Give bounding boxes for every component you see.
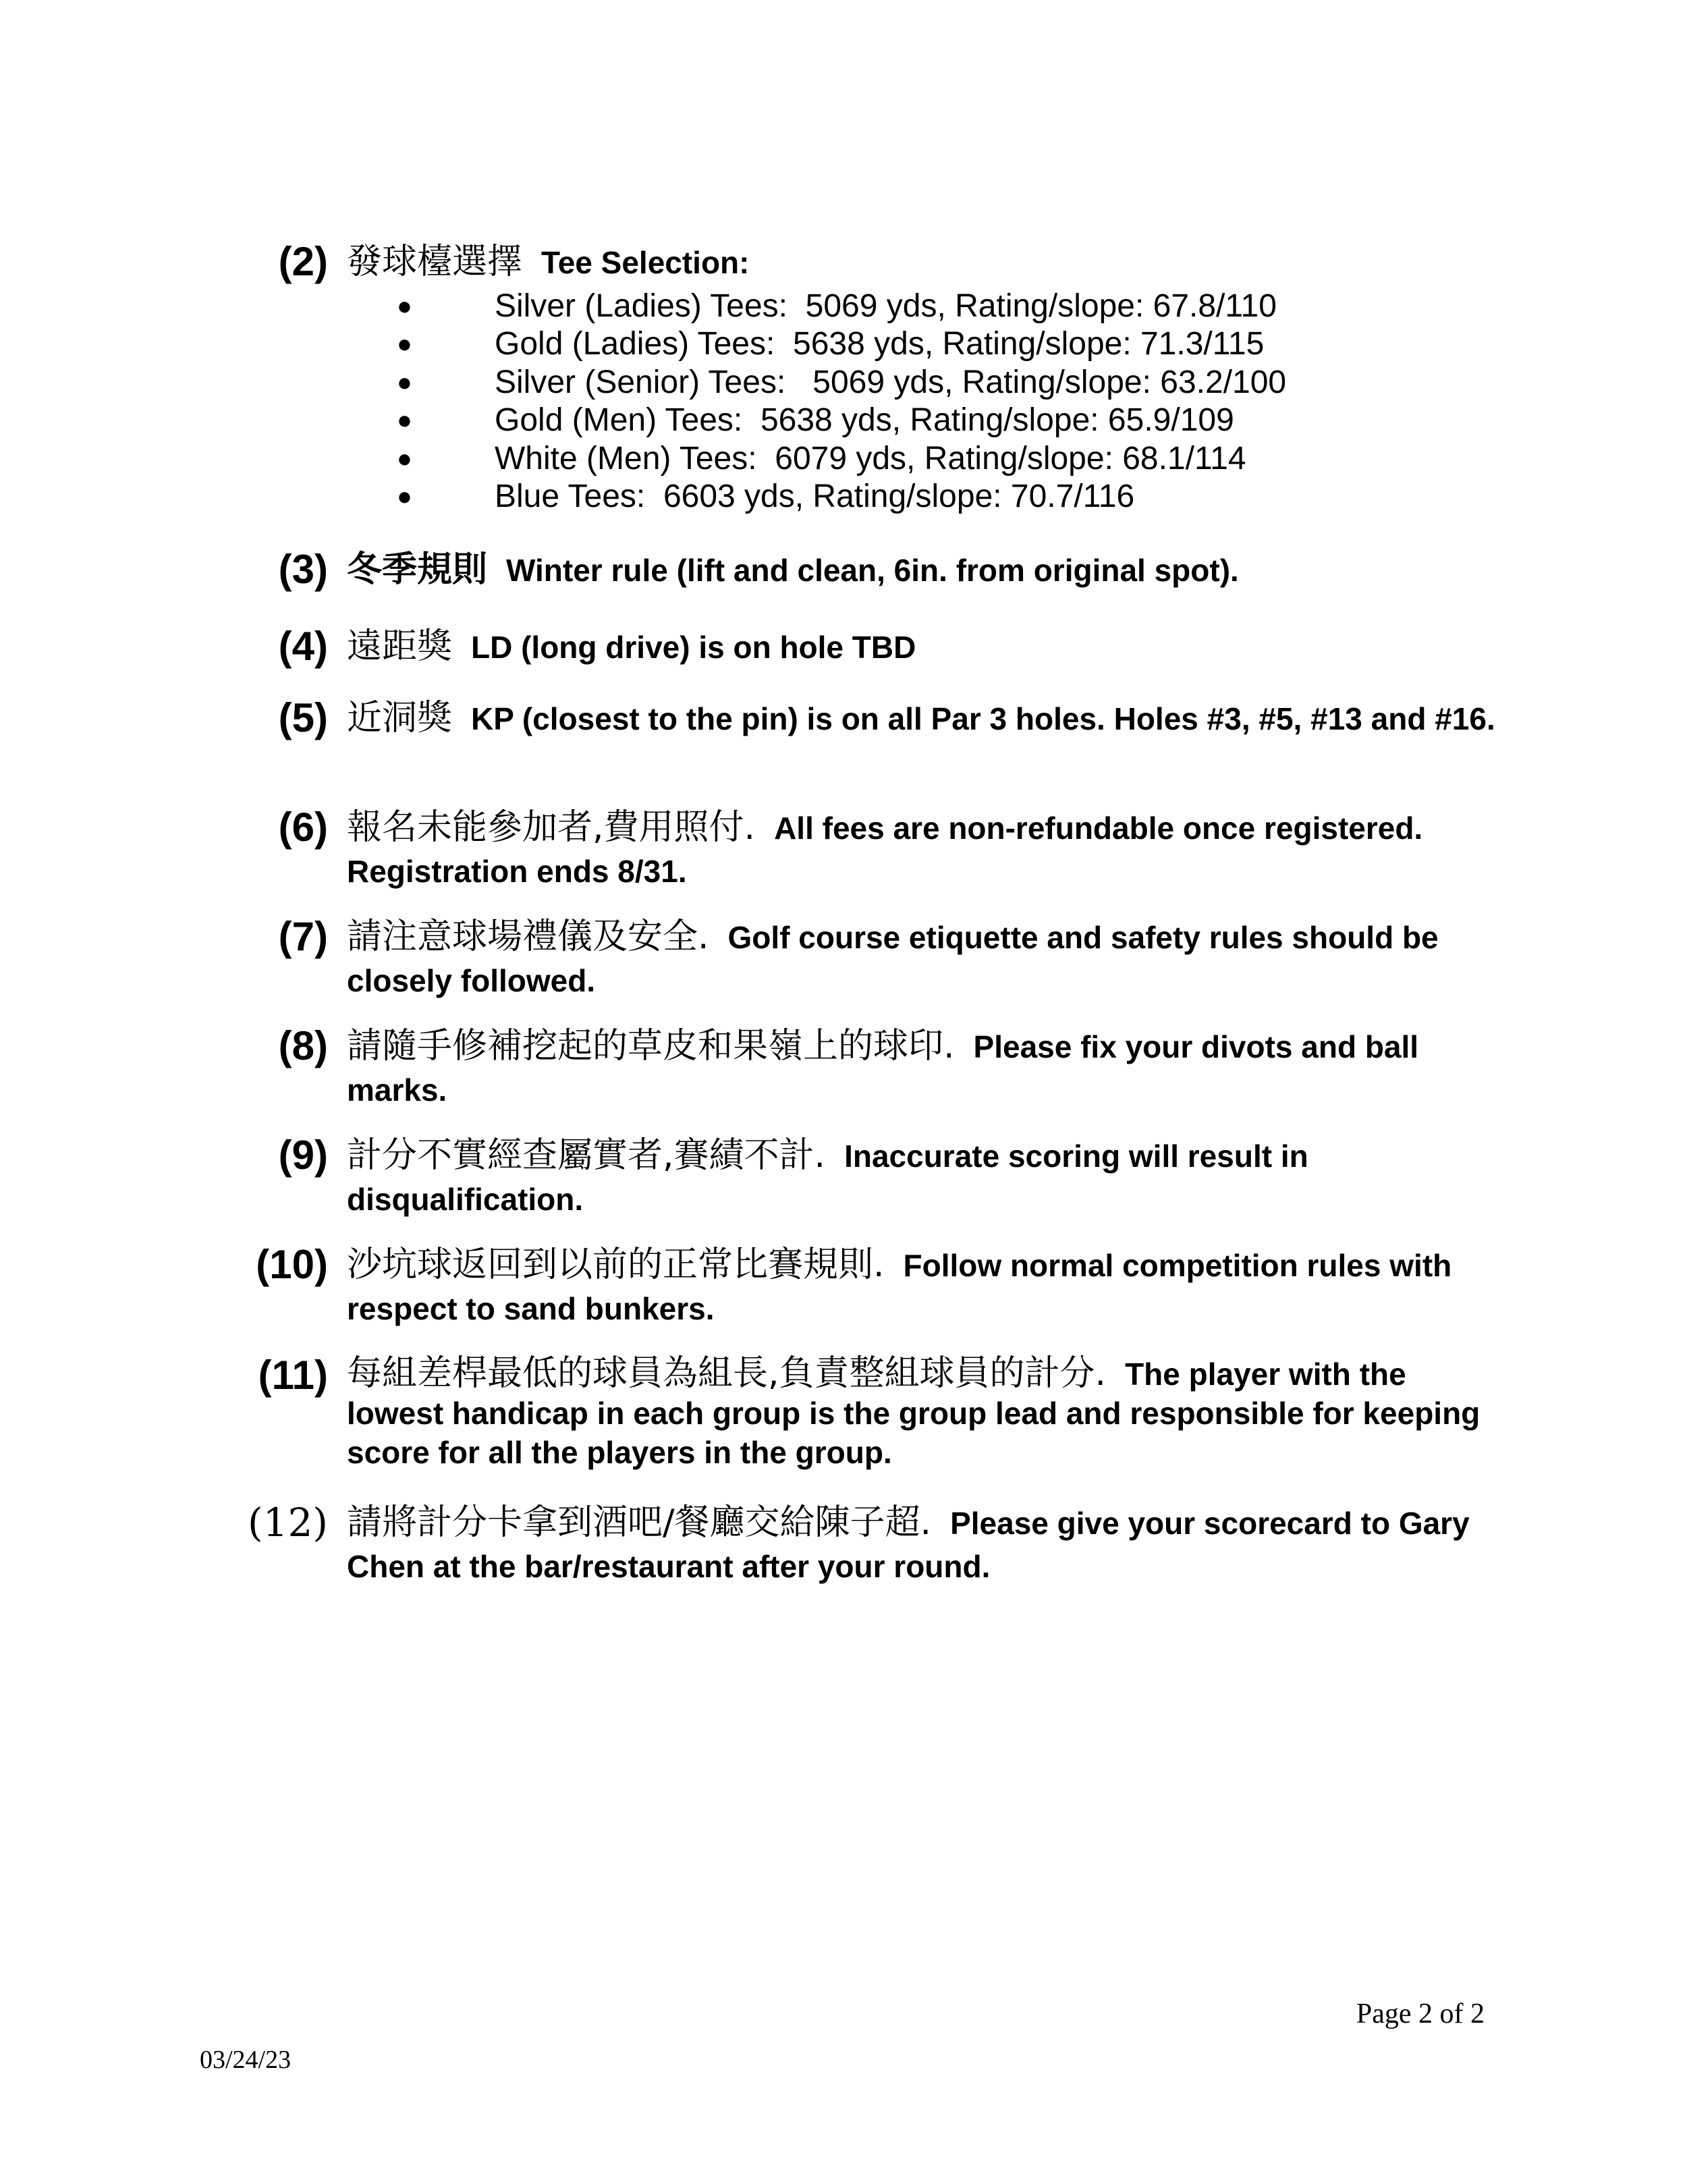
rule-number: (5) [278, 695, 328, 740]
rule-chinese-text: 近洞獎 [347, 698, 453, 738]
rule-english-text: Inaccurate scoring will result in disqualification. [347, 1139, 1308, 1217]
rule-number: (8) [278, 1023, 328, 1068]
rule-text [347, 1501, 1501, 1588]
rule-number: (7) [278, 914, 328, 959]
bullet-icon: ● [397, 330, 412, 359]
rule-english-text: KP (closest to the pin) is on all Par 3 holes. Holes #3, #5, #13 and #16. [471, 701, 1495, 736]
rule-text [347, 1025, 1501, 1112]
rule-english-text: The player with the lowest handicap in each group is the group lead and responsible for keeping score for all the players in the group. [347, 1357, 1481, 1470]
rule-chinese-text: 計分不實經查屬實者,賽績不計. [347, 1135, 826, 1176]
rule-english-text: Golf course etiquette and safety rules should be closely followed. [347, 920, 1439, 998]
rule-number: (11) [258, 1353, 328, 1398]
rule-number: (12) [247, 1500, 328, 1546]
rule-text [347, 915, 1501, 1002]
rule-number: (9) [278, 1132, 328, 1178]
rule-number: (6) [278, 804, 328, 850]
rule-text [347, 806, 1501, 893]
list-item [0, 325, 1687, 363]
page-number: Page 2 of 2 [1356, 1998, 1485, 2029]
bullet-icon: ● [397, 482, 412, 511]
rule-number: (10) [256, 1242, 328, 1287]
tee-option-text: Gold (Men) Tees: 5638 yds, Rating/slope: 65.9/109 [495, 402, 1234, 439]
rule-english-text: Winter rule (lift and clean, 6in. from original spot). [506, 553, 1239, 588]
rule-text [347, 1243, 1501, 1330]
list-item [0, 440, 1687, 478]
rule-english-text: Please give your scorecard to Gary Chen at the bar/restaurant after your round. [347, 1506, 1470, 1584]
rule-text [347, 240, 1501, 284]
rule-text [347, 625, 1501, 669]
rule-chinese-text: 遠距獎 [347, 626, 453, 667]
rule-number: (4) [278, 624, 328, 669]
rule-chinese-text: 每組差桿最低的球員為組長,負責整組球員的計分. [347, 1353, 1107, 1394]
rule-chinese-text: 報名未能參加者,費用照付. [347, 807, 756, 848]
tee-option-text: Silver (Senior) Tees: 5069 yds, Rating/slope: 63.2/100 [495, 364, 1287, 400]
tee-selection-list [0, 288, 1687, 516]
rule-chinese-text: 請將計分卡拿到酒吧/餐廳交給陳子超. [347, 1502, 932, 1543]
tee-option-text: Silver (Ladies) Tees: 5069 yds, Rating/slope: 67.8/110 [495, 288, 1277, 324]
rule-chinese-text: 請注意球場禮儀及安全. [347, 917, 709, 957]
bullet-icon: ● [397, 368, 412, 397]
rule-chinese-text: 發球檯選擇 [347, 242, 523, 282]
rule-english-text: Please fix your divots and ball marks. [347, 1029, 1419, 1108]
tee-option-text: Blue Tees: 6603 yds, Rating/slope: 70.7/116 [495, 478, 1135, 514]
rule-number: (3) [278, 547, 328, 592]
document-date: 03/24/23 [200, 2046, 292, 2074]
list-item [0, 288, 1687, 325]
tee-option-text: White (Men) Tees: 6079 yds, Rating/slope: 68.1/114 [495, 440, 1246, 476]
list-item [0, 478, 1687, 516]
rule-text [347, 1134, 1501, 1221]
bullet-icon: ● [397, 406, 412, 435]
rule-chinese-text: 冬季規則 [347, 549, 488, 590]
rule-english-text: LD (long drive) is on hole TBD [471, 630, 916, 665]
rule-english-text: Tee Selection: [541, 245, 750, 280]
rule-chinese-text: 請隨手修補挖起的草皮和果嶺上的球印. [347, 1026, 955, 1066]
rule-english-text: Follow normal competition rules with respect to sand bunkers. [347, 1248, 1452, 1326]
list-item [0, 402, 1687, 439]
rule-chinese-text: 沙坑球返回到以前的正常比賽規則. [347, 1245, 885, 1285]
rule-text [347, 1354, 1501, 1472]
rule-number: (2) [278, 239, 328, 284]
rule-text [347, 548, 1501, 592]
list-item [0, 364, 1687, 402]
tee-option-text: Gold (Ladies) Tees: 5638 yds, Rating/slope: 71.3/115 [495, 326, 1265, 362]
rule-text [347, 697, 1501, 740]
rule-english-text: All fees are non-refundable once registered. Registration ends 8/31. [347, 811, 1423, 889]
bullet-icon: ● [397, 444, 412, 473]
bullet-icon: ● [397, 292, 412, 321]
